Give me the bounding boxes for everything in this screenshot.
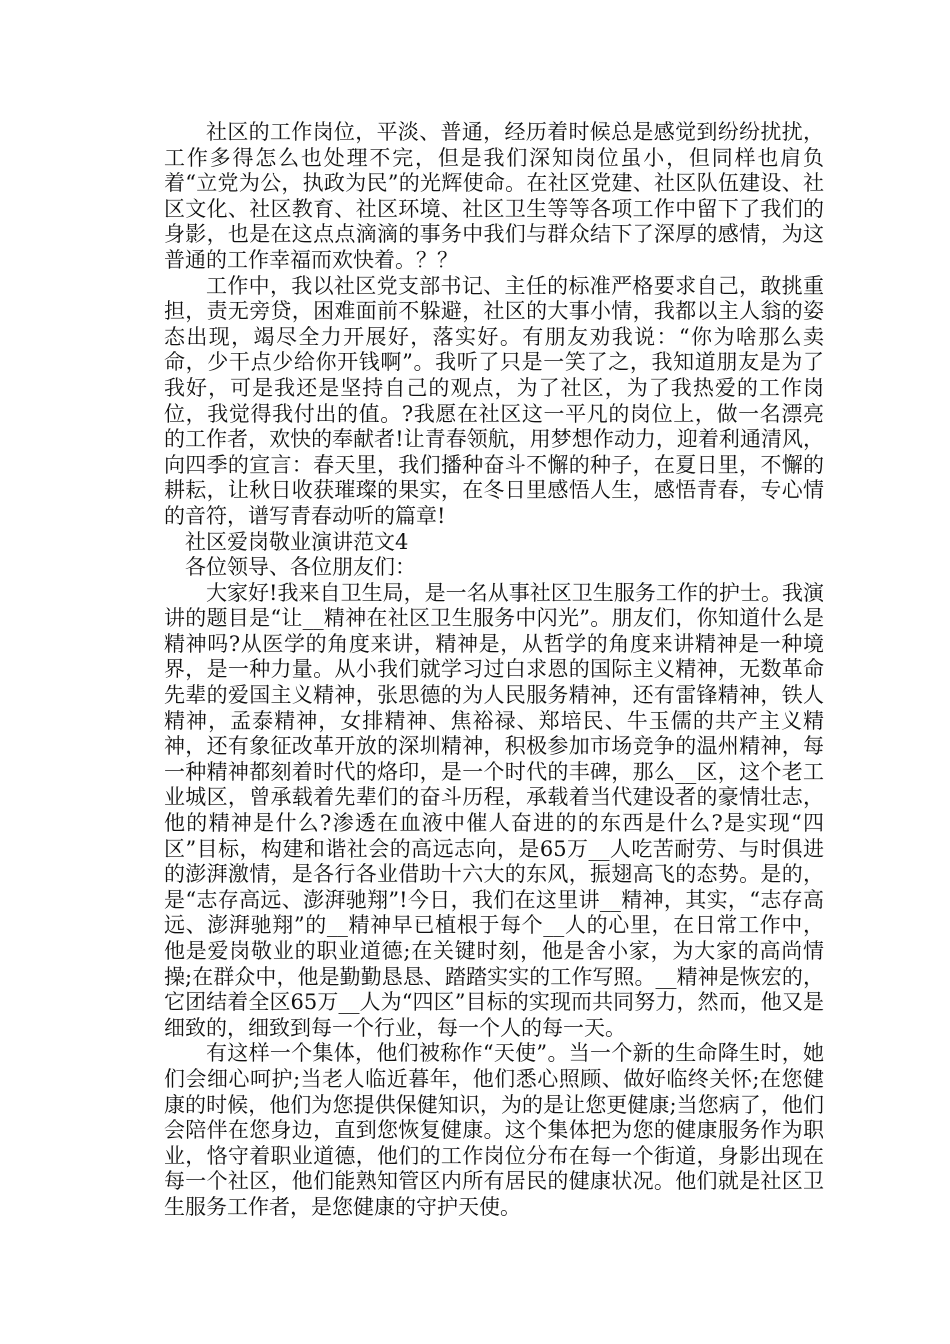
document-body	[164, 120, 824, 1221]
paragraph-3: 大家好!我来自卫生局，是一名从事社区卫生服务工作的护士。我演讲的题目是“让__精神在社区卫生服务中闪光”。朋友们，你知道什么是精神吗?从医学的角度来讲，精神是，从哲学的角度来讲精神是一种境界，是一种力量。从小我们就学习过白求恩的国际主义精神，无数革命先辈的爱国主义精神，张思德的为人民服务精神，还有雷锋精神，铁人精神，孟泰精神，女排精神、焦裕禄、郑培民、牛玉儒的共产主义精神，还有象征改革开放的深圳精神，积极参加市场竞争的温州精神，每一种精神都刻着时代的烙印，是一个时代的丰碑，那么__区，这个老工业城区，曾承载着先辈们的奋斗历程，承载着当代建设者的豪情壮志，他的精神是什么?渗透在血液中催人奋进的的东西是什么?是实现“四区”目标，构建和谐社会的高远志向，是65万__人吃苦耐劳、与时俱进的澎湃激情，是各行各业借助十六大的东风，振翅高飞的态势。是的，是“志存高远、澎湃驰翔”!今日，我们在这里讲__精神，其实，“志存高远、澎湃驰翔”的__精神早已植根于每个__人的心里，在日常工作中，他是爱岗敬业的职业道德;在关键时刻，他是舍小家，为大家的高尚情操;在群众中，他是勤勤恳恳、踏踏实实的工作写照。__精神是恢宏的，它团结着全区65万__人为“四区”目标的实现而共同努力，然而，他又是细致的，细致到每一个行业，每一个人的每一天。	[164, 580, 824, 1040]
paragraph-2: 工作中，我以社区党支部书记、主任的标准严格要求自己，敢挑重担，责无旁贷，困难面前不躲避，社区的大事小情，我都以主人翁的姿态出现，竭尽全力开展好，落实好。有朋友劝我说：“你为啥那么卖命，少干点少给你开钱啊”。我听了只是一笑了之，我知道朋友是为了我好，可是我还是坚持自己的观点，为了社区，为了我热爱的工作岗位，我觉得我付出的值。?我愿在社区这一平凡的岗位上，做一名漂亮的工作者，欢快的奉献者!让青春领航，用梦想作动力，迎着利通清风，向四季的宣言：春天里，我们播种奋斗不懈的种子，在夏日里，不懈的耕耘，让秋日收获璀璨的果实，在冬日里感悟人生，感悟青春，专心情的音符，谱写青春动听的篇章!	[164, 273, 824, 528]
paragraph-4: 有这样一个集体，他们被称作“天使”。当一个新的生命降生时，她们会细心呵护;当老人临近暮年，他们悉心照顾、做好临终关怀;在您健康的时候，他们为您提供保健知识，为的是让您更健康;当您病了，他们会陪伴在您身边，直到您恢复健康。这个集体把为您的健康服务作为职业，恪守着职业道德，他们的工作岗位分布在每一个街道，身影出现在每一个社区，他们能熟知管区内所有居民的健康状况。他们就是社区卫生服务工作者，是您健康的守护天使。	[164, 1041, 824, 1219]
section-heading: 社区爱岗敬业演讲范文4	[185, 529, 409, 554]
salutation: 各位领导、各位朋友们：	[185, 555, 416, 580]
paragraph-1: 社区的工作岗位，平淡、普通，经历着时候总是感觉到纷纷扰扰，工作多得怎么也处理不完，但是我们深知岗位虽小，但同样也肩负着“立党为公，执政为民”的光辉使命。在社区党建、社区队伍建设、社区文化、社区教育、社区环境、社区卫生等等各项工作中留下了我们的身影，也是在这点点滴滴的事务中我们与群众结下了深厚的感情，为这普通的工作幸福而欢快着。？？	[164, 120, 824, 272]
